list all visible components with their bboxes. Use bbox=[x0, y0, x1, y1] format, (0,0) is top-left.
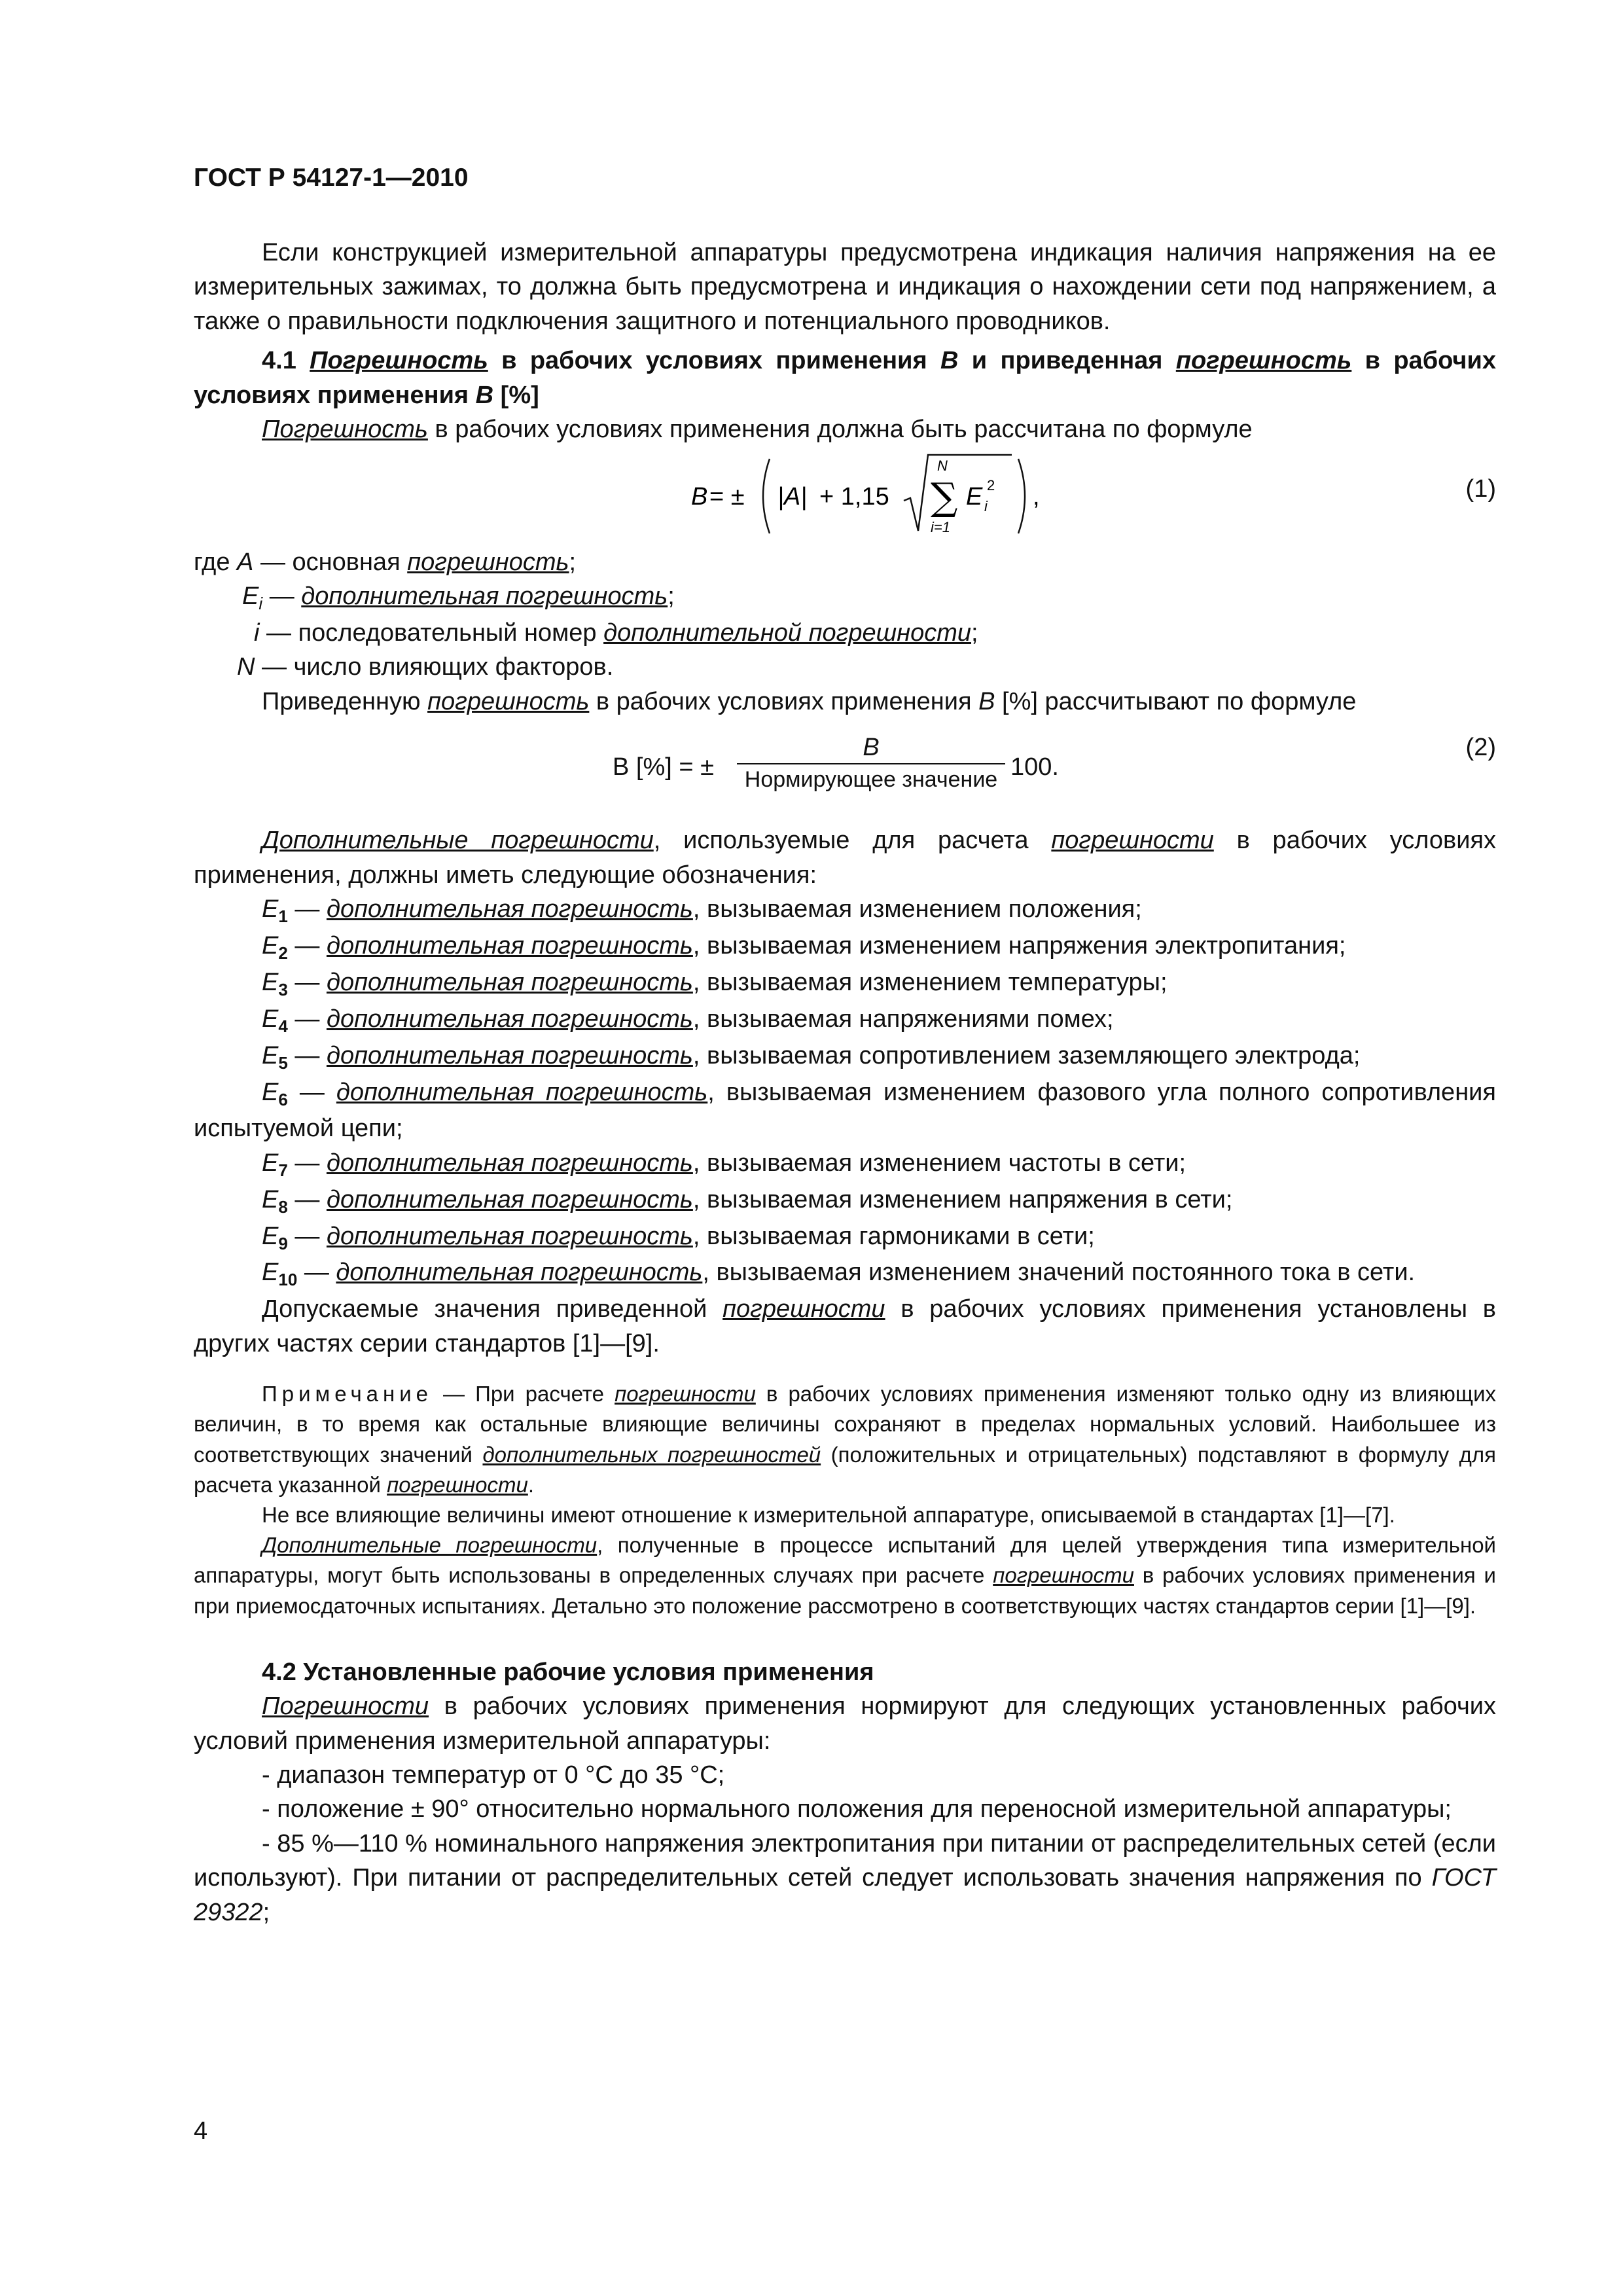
term-link[interactable]: Погрешность bbox=[262, 416, 428, 444]
error-symbol: E bbox=[262, 1222, 279, 1250]
section-4-1-heading bbox=[194, 344, 1496, 412]
formula-intro bbox=[194, 412, 1496, 446]
term-e: E bbox=[966, 482, 983, 511]
formula-1-expression bbox=[691, 447, 1084, 545]
formula-coef: + 1,15 bbox=[819, 482, 889, 511]
note-label: Примечание bbox=[262, 1382, 433, 1407]
term-link[interactable]: дополнительная погрешность bbox=[326, 968, 693, 996]
term-link[interactable]: Дополнительные погрешности bbox=[262, 827, 654, 855]
term-sub: i bbox=[984, 497, 988, 514]
term-link[interactable]: Дополнительные погрешности bbox=[262, 1533, 597, 1558]
term-link[interactable]: погрешность bbox=[407, 548, 569, 576]
sum-sign: ∑ bbox=[931, 474, 958, 519]
formula-number: (1) bbox=[1465, 475, 1496, 503]
term-link[interactable]: погрешности bbox=[1051, 827, 1214, 855]
symbol: B bbox=[940, 347, 959, 375]
error-designations-list bbox=[194, 892, 1496, 1292]
formula-lhs: B bbox=[691, 482, 708, 511]
where-item: i — последовательный номер дополнительной погрешности; bbox=[254, 619, 978, 647]
error-index: 8 bbox=[278, 1196, 288, 1217]
error-symbol: E bbox=[262, 1185, 279, 1213]
term-link[interactable]: погрешность bbox=[1175, 347, 1352, 375]
where-item: N — число влияющих факторов. bbox=[237, 653, 614, 681]
term-sup: 2 bbox=[987, 476, 995, 493]
error-designation-item: $E_8$ — дополнительная погрешность, вызываемая изменением напряжения в сети; bbox=[262, 1185, 1233, 1217]
term-link[interactable]: дополнительная погрешность bbox=[336, 1259, 703, 1287]
left-paren bbox=[763, 459, 770, 533]
error-index: 7 bbox=[278, 1160, 288, 1180]
error-symbol: E bbox=[262, 932, 279, 960]
error-index: 5 bbox=[278, 1052, 288, 1073]
condition-item: - 85 %—110 % номинального напряжения электропитания при питании от распределительных сетей (если используют). При питании от распределительных сетей следует использовать значения напряжения по ГОСТ 29322; bbox=[194, 1829, 1496, 1926]
additional-errors-intro: Дополнительные погрешности, используемые для расчета погрешности в рабочих условиях применения, должны иметь следующие обозначения: bbox=[194, 827, 1497, 889]
formula-2 bbox=[194, 725, 1496, 810]
term-link[interactable]: дополнительная погрешность bbox=[326, 1149, 693, 1177]
formula-2-denominator: Нормирующее значение bbox=[744, 767, 998, 793]
standard-reference: ГОСТ 29322 bbox=[194, 1864, 1496, 1926]
term-link[interactable]: погрешности bbox=[615, 1382, 756, 1407]
where-item: $E_i$ — дополнительная погрешность; bbox=[242, 583, 675, 614]
formula-2-intro: Приведенную погрешность в рабочих условиях применения B [%] рассчитывают по формуле bbox=[262, 687, 1357, 715]
formula-2-numerator: B bbox=[863, 734, 880, 762]
error-index: 9 bbox=[278, 1233, 288, 1253]
term-link[interactable]: дополнительная погрешность bbox=[301, 583, 668, 611]
error-symbol: E bbox=[262, 1149, 279, 1177]
note-paragraph: Примечание — При расчете погрешности в рабочих условиях применения изменяют только одну из влияющих величин, в то время как остальные влияющие величины сохраняют в пределах нормальных условий. Наибольшее из соответствующих значений дополнительных погрешностей (положительных и отрицательных) подставляют в формулу для расчета указанной погрешности. bbox=[194, 1382, 1497, 1497]
term-link[interactable]: погрешности bbox=[722, 1295, 885, 1323]
error-index: 4 bbox=[278, 1016, 288, 1036]
heading-text: и приведенная bbox=[958, 347, 1176, 375]
condition-item: - диапазон температур от 0 °С до 35 °С; bbox=[262, 1761, 725, 1789]
condition-item: - положение ± 90° относительно нормального положения для переносной измерительной аппаратуры; bbox=[262, 1795, 1452, 1823]
where-list bbox=[194, 545, 1496, 685]
error-designation-item: $E_2$ — дополнительная погрешность, вызываемая изменением напряжения электропитания; bbox=[262, 932, 1346, 963]
formula-2-lhs: B [%] = ± bbox=[613, 753, 714, 781]
document-header: ГОСТ Р 54127-1—2010 bbox=[194, 164, 469, 192]
symbol: B bbox=[475, 381, 494, 409]
term-link[interactable]: погрешности bbox=[993, 1563, 1134, 1588]
term-link[interactable]: дополнительная погрешность bbox=[326, 1041, 693, 1069]
error-designation-item: $E_7$ — дополнительная погрешность, вызываемая изменением частоты в сети; bbox=[262, 1149, 1186, 1180]
formula-2-multiplier: 100. bbox=[1010, 753, 1059, 781]
formula-1 bbox=[194, 447, 1496, 545]
section-number: 4.1 bbox=[262, 347, 296, 375]
section-4-2-heading: 4.2 Установленные рабочие условия применения bbox=[262, 1658, 874, 1686]
term-link[interactable]: дополнительная погрешность bbox=[326, 932, 693, 960]
term-link[interactable]: дополнительная погрешность bbox=[326, 1005, 693, 1033]
note-block bbox=[194, 1379, 1496, 1621]
intro-paragraph: Если конструкцией измерительной аппаратуры предусмотрена индикация наличия напряжения на ее измерительных зажимах, то должна быть предусмотрена и индикация о нахождении сети под напряжением, а также о правильности подключения защитного и потенциального проводников. bbox=[194, 239, 1496, 335]
heading-text: в рабочих условиях применения bbox=[194, 347, 1496, 409]
formula-abs: |A| bbox=[777, 482, 808, 511]
term-link[interactable]: дополнительная погрешность bbox=[326, 1222, 693, 1250]
term-link[interactable]: погрешности bbox=[387, 1472, 528, 1497]
heading-text: [%] bbox=[493, 381, 539, 409]
error-symbol: E bbox=[262, 895, 279, 924]
term-link[interactable]: Погрешности bbox=[262, 1693, 429, 1721]
error-symbol: E bbox=[262, 1259, 279, 1287]
conditions-intro: Погрешности в рабочих условиях применения нормируют для следующих установленных рабочих условий применения измерительной аппаратуры: bbox=[194, 1693, 1496, 1755]
term-link[interactable]: дополнительной погрешности bbox=[603, 619, 972, 647]
error-index: 1 bbox=[278, 906, 288, 927]
term-link[interactable]: погрешность bbox=[427, 687, 590, 715]
term-link[interactable]: дополнительная погрешность bbox=[326, 1185, 693, 1213]
sum-upper: N bbox=[937, 457, 948, 474]
term-link[interactable]: дополнительная погрешность bbox=[336, 1078, 708, 1106]
error-designation-item: $E_4$ — дополнительная погрешность, вызываемая напряжениями помех; bbox=[262, 1005, 1114, 1036]
error-index: 3 bbox=[278, 979, 288, 999]
error-symbol: E bbox=[262, 1041, 279, 1069]
error-designation-item: $E_1$ — дополнительная погрешность, вызываемая изменением положения; bbox=[262, 895, 1142, 927]
error-index: 2 bbox=[278, 943, 288, 963]
term-link[interactable]: Погрешность bbox=[310, 347, 488, 375]
error-index: 10 bbox=[278, 1270, 298, 1290]
error-symbol: E bbox=[262, 968, 279, 996]
sum-lower: i=1 bbox=[931, 518, 950, 535]
page-body bbox=[194, 236, 1496, 1929]
error-designation-item: $E_6$ — дополнительная погрешность, вызываемая изменением фазового угла полного сопротивления испытуемой цепи; bbox=[194, 1078, 1496, 1143]
error-symbol: E bbox=[262, 1078, 279, 1106]
term-link[interactable]: дополнительная погрешность bbox=[326, 895, 693, 924]
note-paragraph: Дополнительные погрешности, полученные в процессе испытаний для целей утверждения типа измерительной аппаратуры, могут быть использованы в определенных случаях при расчете погрешности в рабочих условиях применения и при приемосдаточных испытаниях. Детально это положение рассмотрено в соответствующих частях стандартов серии [1]—[9]. bbox=[194, 1533, 1496, 1618]
error-designation-item: $E_5$ — дополнительная погрешность, вызываемая сопротивлением заземляющего электрода; bbox=[262, 1041, 1361, 1073]
error-designation-item: $E_{10}$ — дополнительная погрешность, вызываемая изменением значений постоянного тока в сети. bbox=[262, 1259, 1416, 1290]
error-designation-item: $E_3$ — дополнительная погрешность, вызываемая изменением температуры; bbox=[262, 968, 1168, 999]
error-index: 6 bbox=[278, 1089, 288, 1109]
error-symbol: E bbox=[262, 1005, 279, 1033]
term-link[interactable]: дополнительных погрешностей bbox=[482, 1442, 821, 1467]
paragraph-text: в рабочих условиях применения должна быть рассчитана по формуле bbox=[427, 416, 1253, 444]
formula-number: (2) bbox=[1465, 734, 1496, 762]
permissible-values-paragraph: Допускаемые значения приведенной погрешности в рабочих условиях применения установлены в других частях серии стандартов [1]—[9]. bbox=[194, 1295, 1496, 1357]
error-designation-item: $E_9$ — дополнительная погрешность, вызываемая гармониками в сети; bbox=[262, 1222, 1095, 1253]
note-paragraph: Не все влияющие величины имеют отношение к измерительной аппаратуре, описываемой в стандартах [1]—[7]. bbox=[262, 1502, 1395, 1527]
right-paren bbox=[1018, 459, 1025, 533]
sqrt-sign bbox=[904, 455, 1012, 531]
heading-text: в рабочих условиях применения bbox=[488, 347, 940, 375]
formula-eq: = ± bbox=[709, 482, 745, 511]
where-item: где A — основная погрешность; bbox=[194, 548, 577, 576]
page-number: 4 bbox=[194, 2117, 208, 2145]
formula-comma: , bbox=[1033, 482, 1040, 511]
